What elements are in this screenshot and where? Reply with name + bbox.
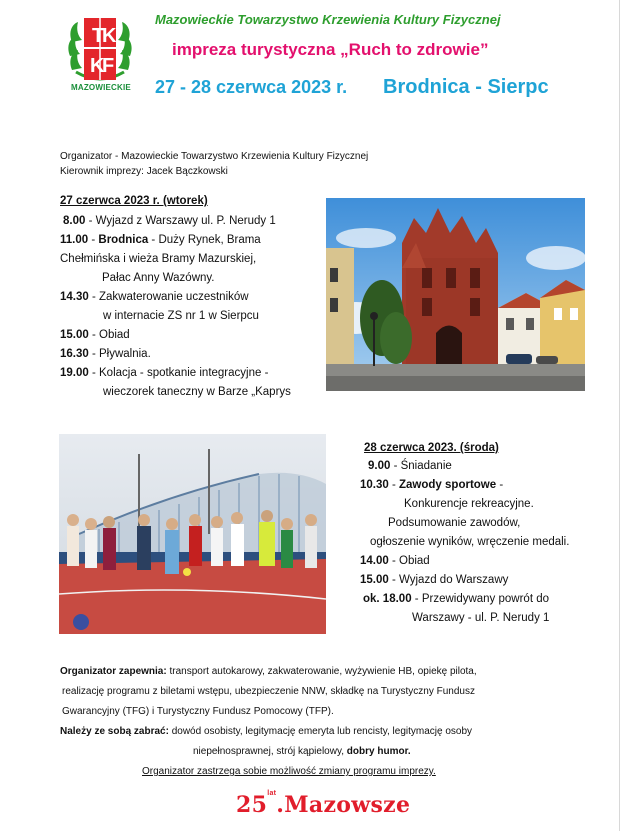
schedule-item: 16.30 - Pływalnia. [60,348,151,360]
schedule-item: 14.30 - Zakwaterowanie uczestników [60,291,249,303]
schedule-item: ogłoszenie wyników, wręczenie medali. [370,536,570,548]
brodnica-gate-photo [326,198,585,391]
organizer-line: Organizator - Mazowieckie Towarzystwo Krzewienia Kultury Fizycznej [60,151,369,162]
schedule-item: w internacie ZS nr 1 w Sierpcu [103,310,259,322]
event-title: impreza turystyczna „Ruch to zdrowie” [172,40,489,59]
schedule-item: Pałac Anny Wazówny. [102,272,215,284]
schedule-item: 9.00 - Śniadanie [368,460,452,472]
provides-line-3: Gwarancyjny (TFG) i Turystyczny Fundusz Pomocowy (TFP). [62,706,334,717]
schedule-item: wieczorek taneczny w Barze „Kaprys [103,386,291,398]
schedule-item: Podsumowanie zawodów, [388,517,521,529]
schedule-item: Chełmińska i wieża Bramy Mazurskiej, [60,253,257,265]
schedule-item: Konkurencje rekreacyjne. [404,498,534,510]
event-route: Brodnica - Sierpc [383,76,549,98]
day1-heading: 27 czerwca 2023 r. (wtorek) [60,195,208,207]
schedule-item: 14.00 - Obiad [360,555,430,567]
svg-text:F: F [102,55,115,77]
schedule-item: 15.00 - Obiad [60,329,130,341]
mazowsze-brand-logo: $25^{lat}.Mazowsze$ [236,790,411,818]
provides-line-2: realizację programu z biletami wstępu, ubezpieczenie NNW, składkę na Turystyczny Fundusz [62,686,475,697]
bring-line-2: niepełnosprawnej, strój kąpielowy, dobry humor. [193,746,411,757]
sports-competition-photo [59,434,326,634]
manager-line: Kierownik imprezy: Jacek Bączkowski [60,166,228,177]
day1-schedule [60,212,291,402]
schedule-item: 8.00 - Wyjazd z Warszawy ul. P. Nerudy 1 [63,215,276,227]
svg-text:T: T [92,25,105,47]
schedule-item: Warszawy - ul. P. Nerudy 1 [412,612,550,624]
schedule-item: 19.00 - Kolacja - spotkanie integracyjne - [60,367,269,379]
logo-caption: MAZOWIECKIE [71,83,131,92]
schedule-item: 11.00 - Brodnica - Duży Rynek, Brama [60,234,261,246]
event-dates: 27 - 28 czerwca 2023 r. [155,77,348,97]
day2-schedule [360,457,569,628]
organization-title: Mazowieckie Towarzystwo Krzewienia Kultury Fizycznej [155,12,501,27]
day2-heading: 28 czerwca 2023. (środa) [364,442,499,454]
schedule-item: 15.00 - Wyjazd do Warszawy [360,574,509,586]
disclaimer: Organizator zastrzega sobie możliwość zmiany programu imprezy. [142,766,436,777]
svg-text:K: K [90,55,105,77]
bring-line-1: Należy ze sobą zabrać: dowód osobisty, legitymację emeryta lub rencisty, legitymację osoby [60,726,473,737]
schedule-item: ok. 18.00 - Przewidywany powrót do [363,593,550,605]
schedule-item: 10.30 - Zawody sportowe - [360,479,504,491]
footer-info [60,662,570,782]
svg-text:K: K [102,25,117,47]
provides-line-1: Organizator zapewnia: transport autokarowy, zakwaterowanie, wyżywienie HB, opiekę pilota, [60,666,477,677]
